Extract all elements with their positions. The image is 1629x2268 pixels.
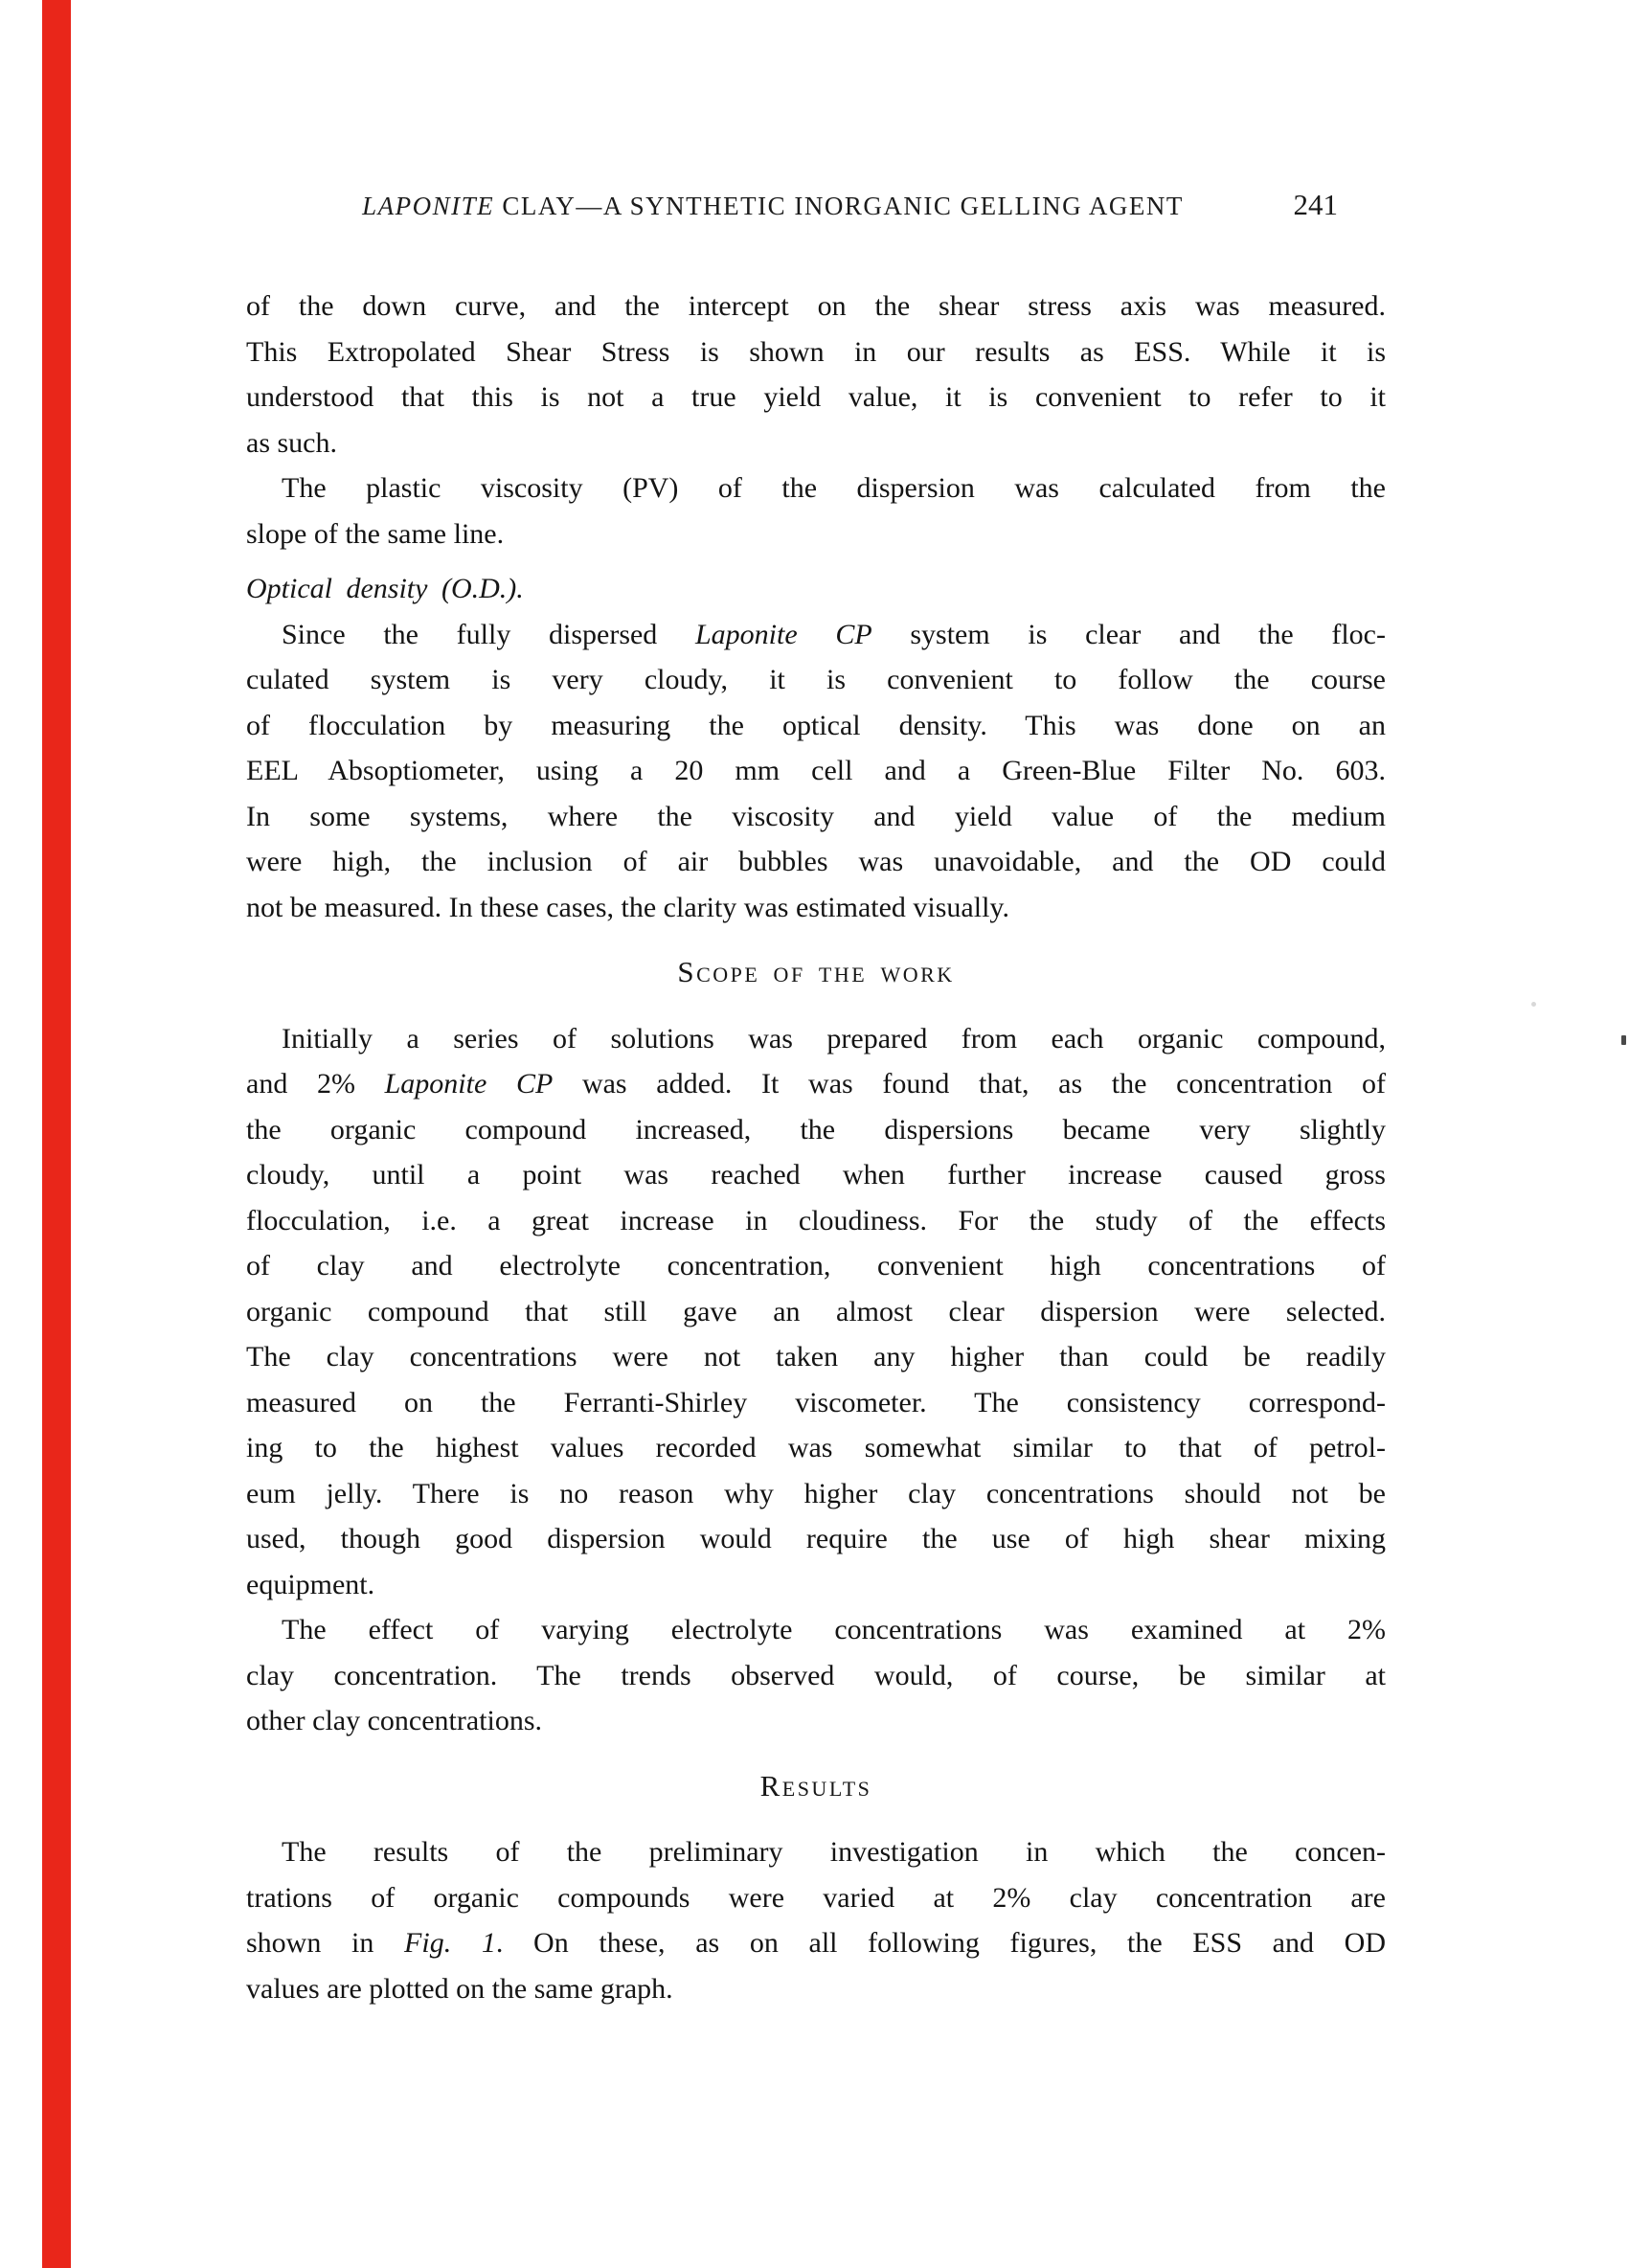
text-line: This Extropolated Shear Stress is shown in our results as ESS. While it is — [246, 335, 1386, 368]
text-line: the organic compound increased, the dispersions became very slightly — [246, 1113, 1386, 1145]
page-number: 241 — [1293, 188, 1338, 221]
text-line: cloudy, until a point was reached when further increase caused gross — [246, 1159, 1386, 1191]
section-heading: Results — [759, 1768, 872, 1803]
text-line: trations of organic compounds were varied at 2% clay concentration are — [246, 1881, 1386, 1914]
text-line: The effect of varying electrolyte concentrations was examined at 2% — [282, 1614, 1386, 1645]
text-line: Since the fully dispersed Laponite CP system is clear and the floc- — [282, 618, 1386, 650]
text-line: culated system is very cloudy, it is convenient to follow the course — [246, 664, 1386, 695]
text-line: flocculation, i.e. a great increase in cloudiness. For the study of the effects — [246, 1204, 1386, 1236]
text-line: In some systems, where the viscosity and yield value of the medium — [246, 800, 1386, 832]
page-body — [246, 284, 1386, 2011]
running-title — [246, 192, 1300, 221]
text-line: organic compound that still gave an almost clear dispersion were selected. — [246, 1295, 1386, 1327]
text-line: of flocculation by measuring the optical density. This was done on an — [246, 709, 1386, 741]
section-heading: Scope of the work — [677, 955, 955, 988]
paragraph — [246, 465, 1386, 556]
text-line: The clay concentrations were not taken any higher than could be readily — [246, 1341, 1386, 1372]
paragraph — [246, 1829, 1386, 2011]
text-line: The results of the preliminary investigation in which the concen- — [282, 1836, 1386, 1868]
text-line: not be measured. In these cases, the clarity was estimated visually. — [246, 891, 1009, 923]
book-edge-red-stripe — [42, 0, 71, 2268]
text-line: were high, the inclusion of air bubbles was unavoidable, and the OD could — [246, 846, 1386, 877]
scan-speck-dark — [1621, 1035, 1626, 1045]
text-line: ing to the highest values recorded was somewhat similar to that of petrol- — [246, 1432, 1386, 1463]
text-line: eum jelly. There is no reason why higher clay concentrations should not be — [246, 1477, 1386, 1509]
text-line: measured on the Ferranti-Shirley viscometer. The consistency correspond- — [246, 1386, 1386, 1418]
text-line: used, though good dispersion would require the use of high shear mixing — [246, 1523, 1386, 1554]
text-line: shown in Fig. 1. On these, as on all following figures, the ESS and OD — [246, 1927, 1386, 1959]
running-title-rest: CLAY—A SYNTHETIC INORGANIC GELLING AGENT — [494, 192, 1184, 220]
paragraph — [246, 1607, 1386, 1744]
text-line: of the down curve, and the intercept on the shear stress axis was measured. — [246, 290, 1386, 322]
text-line: slope of the same line. — [246, 517, 505, 550]
text-line: understood that this is not a true yield value, it is convenient to refer to it — [246, 381, 1386, 413]
running-title-italic: LAPONITE — [362, 192, 495, 220]
scan-speck-faint — [1531, 1002, 1536, 1007]
text-line: as such. — [246, 426, 337, 459]
text-line: values are plotted on the same graph. — [246, 1972, 673, 2005]
section-heading-italic: Optical density (O.D.). — [246, 573, 524, 604]
text-line: clay concentration. The trends observed would, of course, be similar at — [246, 1659, 1386, 1691]
paragraph — [246, 284, 1386, 465]
text-line: other clay concentrations. — [246, 1705, 543, 1736]
text-line: The plastic viscosity (PV) of the dispersion was calculated from the — [282, 472, 1386, 504]
paragraph — [246, 1016, 1386, 1608]
text-line: of clay and electrolyte concentration, convenient high concentrations of — [246, 1250, 1386, 1281]
paragraph — [246, 612, 1386, 931]
text-line: EEL Absoptiometer, using a 20 mm cell and a Green-Blue Filter No. 603. — [246, 755, 1386, 786]
text-line: Initially a series of solutions was prepared from each organic compound, — [282, 1022, 1386, 1055]
running-header — [246, 188, 1386, 234]
text-line: equipment. — [246, 1568, 375, 1600]
text-line: and 2% Laponite CP was added. It was found that, as the concentration of — [246, 1068, 1386, 1100]
